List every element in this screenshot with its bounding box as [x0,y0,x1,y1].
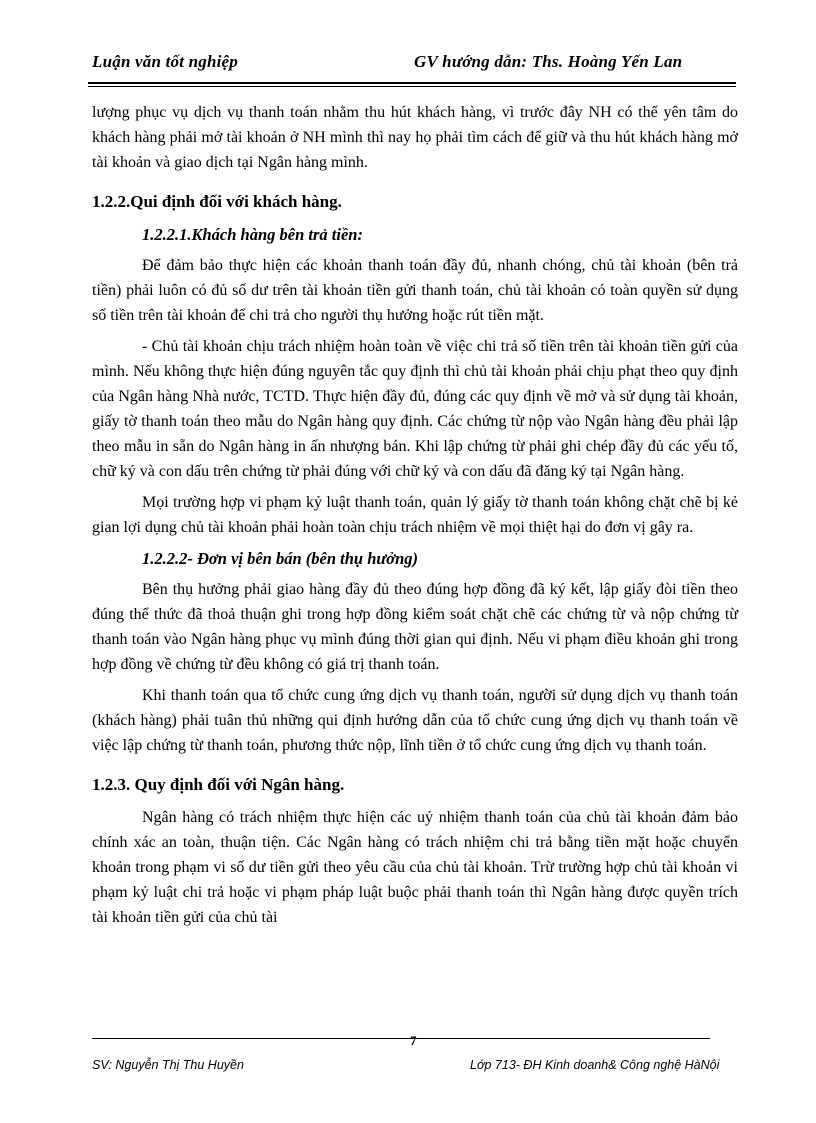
header-right-advisor: GV hướng dẫn: Ths. Hoàng Yến Lan [414,52,683,71]
document-body [92,100,738,930]
footer-rule [92,1038,710,1039]
paragraph: Ngân hàng có trách nhiệm thực hiện các uỷ nhiệm thanh toán của chủ tài khoản đảm bảo chính xác an toàn, thuận tiện. Các Ngân hàng có trách nhiệm chi trả bằng tiền mặt hoặc chuyển khoản trong phạm vi số dư tiền gửi theo yêu cầu của chủ tài khoản. Trừ trường hợp chủ tài khoản vi phạm kỷ luật chi trả hoặc vi phạm pháp luật buộc phải thanh toán thì Ngân hàng được quyền trích tài khoản tiền gửi của chủ tài [92,809,738,926]
paragraph: Bên thụ hưởng phải giao hàng đầy đủ theo đúng hợp đồng đã ký kết, lập giấy đòi tiền theo đúng thể thức đã thoả thuận ghi trong hợp đồng kiểm soát chặt chẽ các chứng từ và nộp chứng từ thanh toán vào Ngân hàng phục vụ mình đúng thời gian qui định. Nếu vi phạm điều khoản ghi trong hợp đồng về chứng từ đều không có giá trị thanh toán. [92,581,738,673]
heading-1-2-2: 1.2.2.Qui định đối với khách hàng. [92,192,342,211]
paragraph: Mọi trường hợp vi phạm kỷ luật thanh toán, quản lý giấy tờ thanh toán không chặt chẽ bị kẻ gian lợi dụng chủ tài khoản phải hoàn toàn chịu trách nhiệm về mọi thiệt hại do đơn vị gây ra. [92,494,738,536]
heading-1-2-3: 1.2.3. Quy định đối với Ngân hàng. [92,775,345,794]
heading-1-2-2-2: 1.2.2.2- Đơn vị bên bán (bên thụ hưởng) [142,549,419,568]
header-left-title: Luận văn tốt nghiệp [92,52,238,71]
footer-student: SV: Nguyễn Thị Thu Huyền [92,1058,244,1072]
header-rule-thin [88,86,736,87]
paragraph: lượng phục vụ dịch vụ thanh toán nhằm thu hút khách hàng, vì trước đây NH có thể yên tâm do khách hàng phải mở tài khoản ở NH mình thì nay họ phải tìm cách để giữ và thu hút khách hàng mở tài khoản và giao dịch tại Ngân hàng mình. [92,104,738,171]
heading-1-2-2-1: 1.2.2.1.Khách hàng bên trả tiền: [142,225,363,244]
header-rule [88,82,736,84]
page-number: 7 [410,1033,417,1048]
footer-class: Lớp 713- ĐH Kinh doanh& Công nghệ HàNội [470,1058,720,1072]
paragraph: - Chủ tài khoản chịu trách nhiệm hoàn toàn về việc chi trả số tiền trên tài khoản tiền gửi của mình. Nếu không thực hiện đúng nguyên tắc quy định thì chủ tài khoản phải chịu phạt theo quy định của Ngân hàng Nhà nước, TCTD. Thực hiện đầy đủ, đúng các quy định về mở và sử dụng tài khoản, giấy tờ thanh toán theo mẫu do Ngân hàng quy định. Các chứng từ nộp vào Ngân hàng đều phải lập theo mẫu in sẵn do Ngân hàng in ấn nhượng bán. Khi lập chứng từ phải ghi chép đầy đủ các yếu tố, chữ ký và con dấu trên chứng từ phải đúng với chữ ký và con dấu đã đăng ký tại Ngân hàng. [92,338,738,480]
paragraph: Để đảm bảo thực hiện các khoản thanh toán đầy đủ, nhanh chóng, chủ tài khoản (bên trả tiền) phải luôn có đủ số dư trên tài khoản tiền gửi thanh toán, chủ tài khoản có toàn quyền sử dụng số tiền trên tài khoản để chi trả cho người thụ hưởng hoặc rút tiền mặt. [92,257,738,324]
paragraph: Khi thanh toán qua tổ chức cung ứng dịch vụ thanh toán, người sử dụng dịch vụ thanh toán (khách hàng) phải tuân thủ những qui định hướng dẫn của tổ chức cung ứng dịch vụ thanh toán về việc lập chứng từ thanh toán, phương thức nộp, lĩnh tiền ở tổ chức cung ứng dịch vụ thanh toán. [92,687,738,754]
